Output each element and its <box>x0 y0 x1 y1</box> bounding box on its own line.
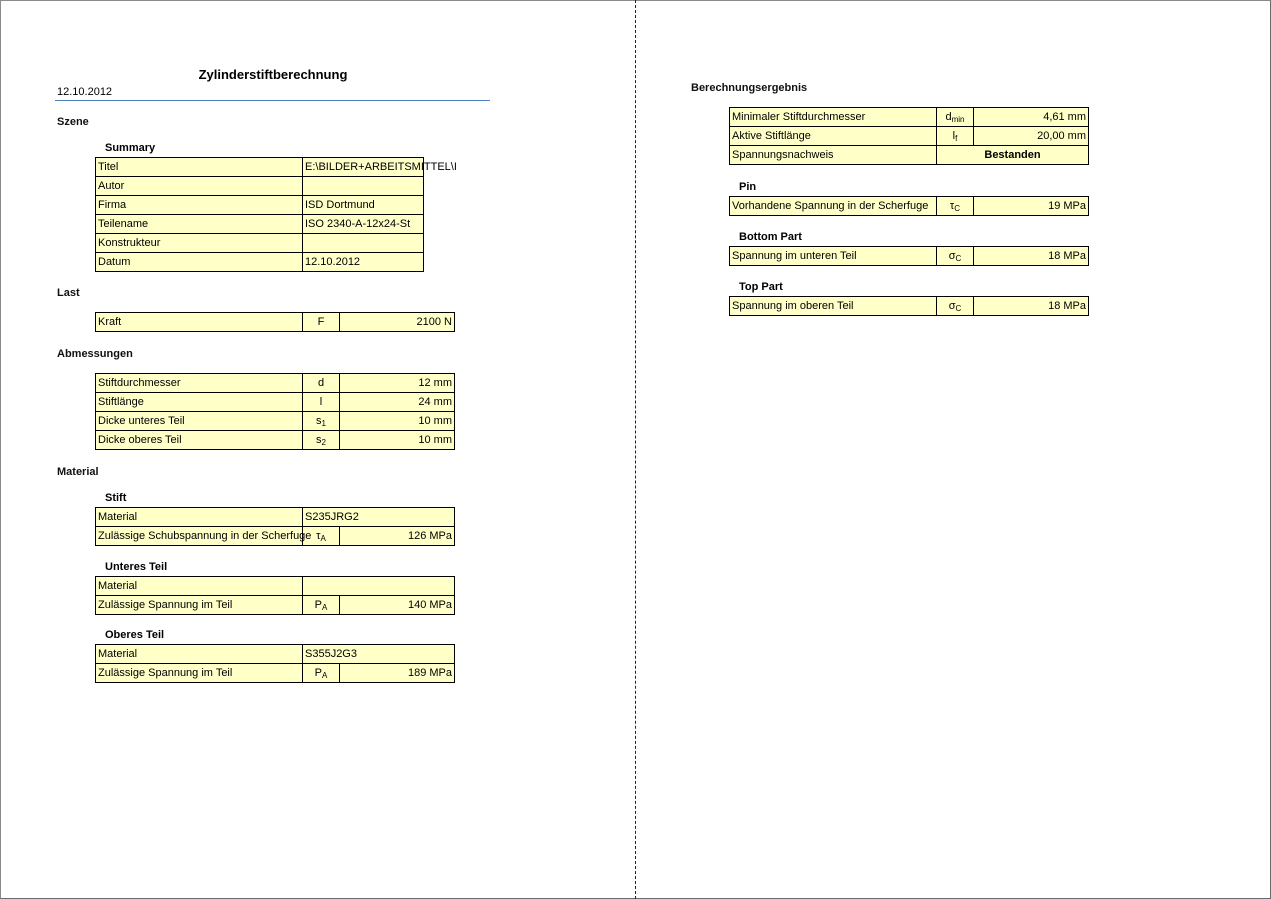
material-value[interactable]: S355J2G3 <box>303 645 455 664</box>
table-row <box>730 108 1089 127</box>
material-value[interactable]: S235JRG2 <box>303 508 455 527</box>
table-row <box>96 313 455 332</box>
result-value[interactable]: 4,61 mm <box>974 108 1089 127</box>
material-label: Material <box>96 577 303 596</box>
result-label: Aktive Stiftlänge <box>730 127 937 146</box>
material-value[interactable] <box>303 577 455 596</box>
result-symbol: $\tau_C$ <box>937 197 974 216</box>
top-part-heading: Top Part <box>739 281 783 293</box>
dim-label: Dicke oberes Teil <box>96 431 303 450</box>
pin-table <box>729 196 1089 216</box>
dim-value[interactable]: 24 mm <box>340 393 455 412</box>
result-value[interactable]: 18 MPa <box>974 297 1089 316</box>
summary-value[interactable] <box>303 177 424 196</box>
table-row <box>96 664 455 683</box>
table-row <box>730 297 1089 316</box>
result-label: Spannung im unteren Teil <box>730 247 937 266</box>
dim-label: Stiftlänge <box>96 393 303 412</box>
section-abmessungen: Abmessungen <box>57 348 133 360</box>
oberes-heading: Oberes Teil <box>105 629 165 641</box>
summary-label: Titel <box>96 158 303 177</box>
check-label: Spannungsnachweis <box>730 146 937 165</box>
table-row <box>96 577 455 596</box>
dim-symbol: $s_2$ <box>303 431 340 450</box>
page-break-line <box>635 0 636 899</box>
summary-label: Firma <box>96 196 303 215</box>
result-value[interactable]: 20,00 mm <box>974 127 1089 146</box>
table-row <box>96 645 455 664</box>
section-szene: Szene <box>57 116 89 128</box>
table-row <box>96 158 424 177</box>
unteres-heading: Unteres Teil <box>105 561 168 573</box>
table-row <box>730 197 1089 216</box>
summary-value[interactable]: E:\BILDER+ARBEITSMITTEL\I <box>303 158 424 177</box>
table-row <box>96 234 424 253</box>
result-symbol: $\sigma_C$ <box>937 297 974 316</box>
abmessungen-table <box>95 373 455 450</box>
result-label: Minimaler Stiftdurchmesser <box>730 108 937 127</box>
table-row <box>96 253 424 272</box>
last-symbol: F <box>303 313 340 332</box>
ergebnis-table <box>729 107 1089 165</box>
table-row <box>96 393 455 412</box>
summary-table <box>95 157 457 272</box>
result-symbol: $l_f$ <box>937 127 974 146</box>
section-berechnungsergebnis: Berechnungsergebnis <box>691 82 808 94</box>
table-row <box>730 146 1089 165</box>
unteres-table <box>95 576 455 615</box>
dim-symbol: d <box>303 374 340 393</box>
result-value[interactable]: 18 MPa <box>974 247 1089 266</box>
table-row <box>730 127 1089 146</box>
stress-value[interactable]: 140 MPa <box>340 596 455 615</box>
summary-label: Autor <box>96 177 303 196</box>
oberes-table <box>95 644 455 683</box>
table-row <box>96 596 455 615</box>
document-title: Zylinderstiftberechnung <box>198 67 348 82</box>
stress-label: Zulässige Spannung im Teil <box>96 664 303 683</box>
result-symbol: $\sigma_C$ <box>937 247 974 266</box>
last-value[interactable]: 2100 N <box>340 313 455 332</box>
dim-label: Stiftdurchmesser <box>96 374 303 393</box>
table-row <box>96 412 455 431</box>
header-rule <box>55 100 490 101</box>
summary-value[interactable]: ISO 2340-A-12x24-St <box>303 215 424 234</box>
table-row <box>96 374 455 393</box>
dim-value[interactable]: 10 mm <box>340 412 455 431</box>
top-part-table <box>729 296 1089 316</box>
table-row <box>96 215 424 234</box>
stress-label: Zulässige Spannung im Teil <box>96 596 303 615</box>
stress-value[interactable]: 189 MPa <box>340 664 455 683</box>
summary-label: Datum <box>96 253 303 272</box>
dim-symbol: l <box>303 393 340 412</box>
material-label: Material <box>96 508 303 527</box>
last-table <box>95 312 455 332</box>
stress-symbol: $P_A$ <box>303 596 340 615</box>
dim-label: Dicke unteres Teil <box>96 412 303 431</box>
table-row <box>96 431 455 450</box>
stift-heading: Stift <box>105 492 127 504</box>
result-label: Spannung im oberen Teil <box>730 297 937 316</box>
dim-value[interactable]: 10 mm <box>340 431 455 450</box>
dim-symbol: $s_1$ <box>303 412 340 431</box>
bottom-part-table <box>729 246 1089 266</box>
stress-symbol: $\tau_A$ <box>303 527 340 546</box>
section-last: Last <box>57 287 80 299</box>
dim-value[interactable]: 12 mm <box>340 374 455 393</box>
table-row <box>730 247 1089 266</box>
summary-value[interactable]: 12.10.2012 <box>303 253 424 272</box>
result-value[interactable]: 19 MPa <box>974 197 1089 216</box>
table-row <box>96 527 455 546</box>
table-row <box>96 177 424 196</box>
table-row <box>96 508 455 527</box>
stress-symbol: $P_A$ <box>303 664 340 683</box>
stress-label: Zulässige Schubspannung in der Scherfuge <box>96 527 303 546</box>
document-date: 12.10.2012 <box>57 86 113 98</box>
result-label: Vorhandene Spannung in der Scherfuge <box>730 197 937 216</box>
table-row <box>96 196 424 215</box>
section-material: Material <box>57 466 99 478</box>
bottom-part-heading: Bottom Part <box>739 231 802 243</box>
check-status: Bestanden <box>937 146 1089 165</box>
stress-value[interactable]: 126 MPa <box>340 527 455 546</box>
summary-label: Teilename <box>96 215 303 234</box>
result-symbol: $d_{min}$ <box>937 108 974 127</box>
material-label: Material <box>96 645 303 664</box>
summary-value[interactable]: ISD Dortmund <box>303 196 424 215</box>
last-label: Kraft <box>96 313 303 332</box>
summary-label: Konstrukteur <box>96 234 303 253</box>
summary-heading: Summary <box>105 142 156 154</box>
summary-value[interactable] <box>303 234 424 253</box>
pin-heading: Pin <box>739 181 757 193</box>
stift-table <box>95 507 455 546</box>
